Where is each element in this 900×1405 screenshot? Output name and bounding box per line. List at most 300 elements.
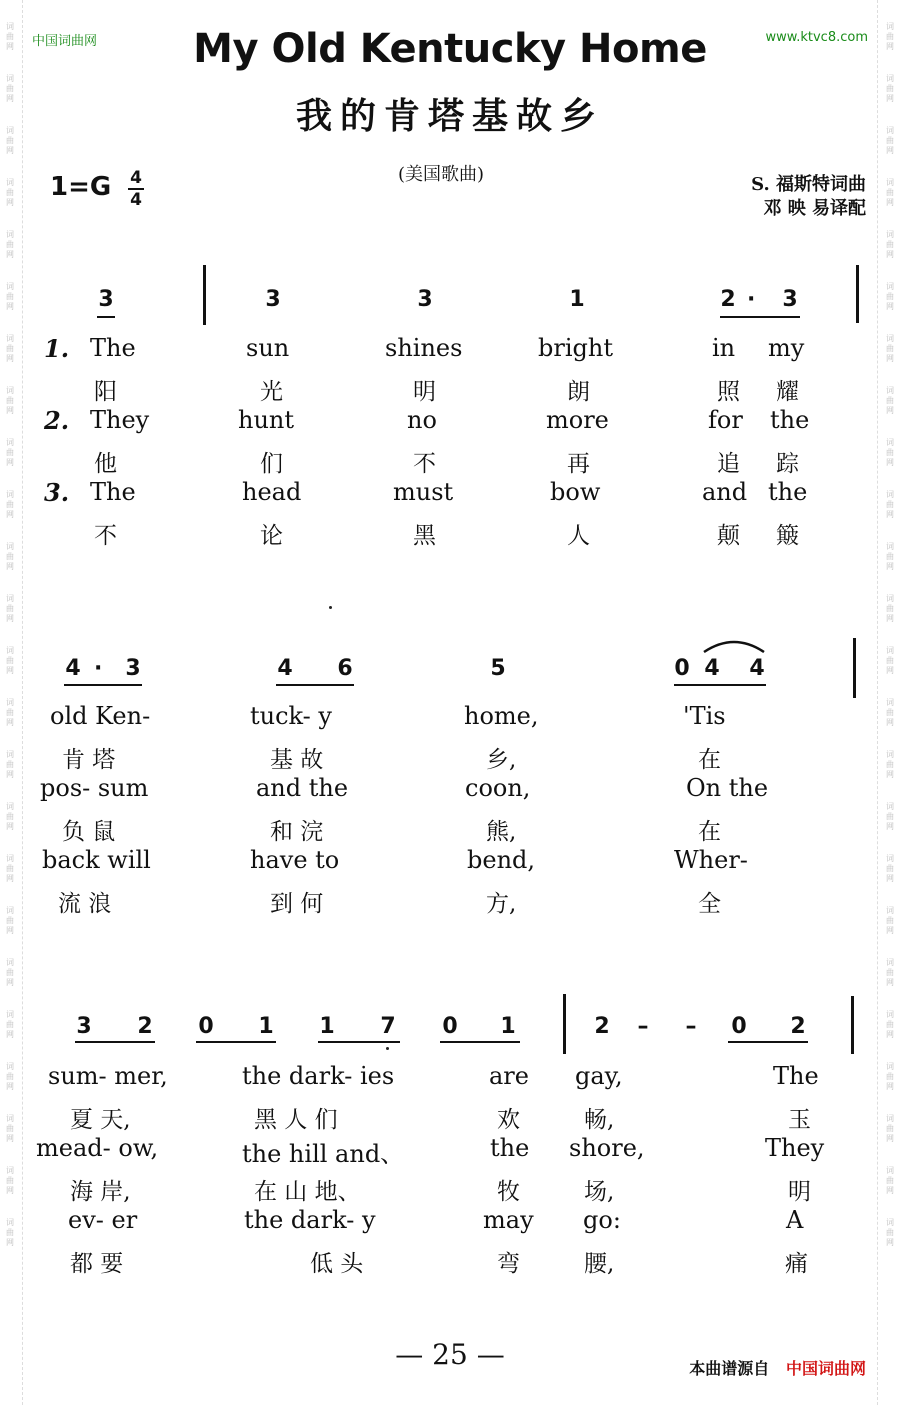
lyric-chinese: 畅, (584, 1107, 615, 1133)
watermark-char: 网 (886, 94, 894, 103)
lyric-chinese: 都 要 (70, 1251, 124, 1277)
source-prefix: 本曲谱源自 (689, 1359, 770, 1378)
page-number: — 25 — (395, 1338, 505, 1371)
note: 0 (442, 1014, 458, 1039)
watermark-char: 曲 (6, 292, 14, 301)
watermark-group (886, 386, 894, 416)
lyric-chinese: 在 (698, 747, 721, 773)
watermark-char: 曲 (6, 1228, 14, 1237)
watermark-char: 网 (886, 822, 894, 831)
right-divider (877, 0, 878, 1405)
watermark-char: 曲 (886, 136, 894, 145)
lyric-word: in (712, 334, 736, 362)
watermark-char: 词 (6, 178, 14, 187)
lyric-word: bow (550, 478, 601, 506)
note: 4 (277, 656, 293, 681)
watermark-char: 曲 (886, 396, 894, 405)
lyric-word: more (546, 406, 609, 434)
watermark-group (6, 854, 14, 884)
watermark-group (6, 594, 14, 624)
barline (853, 638, 856, 698)
watermark-char: 曲 (6, 240, 14, 249)
lyric-chinese: 光 (260, 379, 283, 405)
watermark-char: 词 (886, 230, 894, 239)
watermark-char: 网 (6, 510, 14, 519)
watermark-char: 网 (886, 1134, 894, 1143)
watermark-char: 网 (886, 874, 894, 883)
watermark-char: 网 (6, 666, 14, 675)
watermark-char: 网 (886, 770, 894, 779)
lyric-word: old Ken- (50, 702, 151, 730)
watermark-group (886, 282, 894, 312)
lyric-chinese: 肯 塔 (62, 747, 116, 773)
note: 1 (319, 1014, 335, 1039)
watermark-char: 曲 (886, 500, 894, 509)
watermark-char: 网 (886, 1030, 894, 1039)
watermark-char: 网 (6, 458, 14, 467)
watermark-group (6, 1062, 14, 1092)
watermark-char: 词 (6, 594, 14, 603)
watermark-group (886, 594, 894, 624)
watermark-group (6, 646, 14, 676)
watermark-char: 网 (886, 354, 894, 363)
watermark-char: 词 (886, 906, 894, 915)
watermark-char: 词 (886, 334, 894, 343)
lyric-chinese: 朗 (567, 379, 590, 405)
lyric-word: hunt (238, 406, 295, 434)
lyric-word: go: (583, 1206, 621, 1234)
lyric-chinese: 照 (717, 379, 740, 405)
lyric-word: and the (256, 774, 349, 802)
watermark-char: 曲 (6, 812, 14, 821)
watermark-group (886, 490, 894, 520)
watermark-char: 词 (886, 1166, 894, 1175)
watermark-char: 词 (6, 22, 14, 31)
lyric-chinese: 追 (717, 451, 740, 477)
lyric-word: the (770, 406, 810, 434)
lyric-chinese: 场, (584, 1179, 615, 1205)
watermark-group (886, 646, 894, 676)
watermark-char: 网 (886, 718, 894, 727)
watermark-char: 词 (6, 1114, 14, 1123)
underline (674, 684, 766, 686)
watermark-char: 曲 (886, 84, 894, 93)
underline (64, 684, 142, 686)
note: 3 (98, 287, 114, 312)
lyric-chinese: 们 (260, 451, 283, 477)
meter-top: 4 (130, 168, 142, 188)
lyric-chinese: 和 浣 (270, 819, 324, 845)
verse-number: 1. (44, 334, 70, 363)
lyric-word: for (708, 406, 743, 434)
watermark-char: 网 (6, 770, 14, 779)
watermark-char: 曲 (886, 812, 894, 821)
watermark-char: 词 (886, 1114, 894, 1123)
note: 4 (704, 656, 720, 681)
note: 3 (265, 287, 281, 312)
watermark-char: 词 (886, 854, 894, 863)
watermark-char: 网 (6, 874, 14, 883)
lyric-word: have to (250, 846, 340, 874)
watermark-char: 网 (6, 42, 14, 51)
lyric-chinese: 簸 (776, 523, 799, 549)
lyric-chinese: 腰, (584, 1251, 615, 1277)
watermark-group (886, 1166, 894, 1196)
watermark-char: 词 (6, 646, 14, 655)
lower-octave-dot (386, 1047, 389, 1050)
composer-credit: S. 福斯特词曲 (751, 174, 866, 195)
lyric-chinese: 夏 天, (70, 1107, 131, 1133)
underline (720, 316, 800, 318)
watermark-char: 词 (6, 282, 14, 291)
watermark-char: 词 (6, 542, 14, 551)
watermark-char: 曲 (6, 864, 14, 873)
note: 3 (417, 287, 433, 312)
watermark-char: 网 (6, 822, 14, 831)
watermark-char: 曲 (6, 1176, 14, 1185)
watermark-group (886, 698, 894, 728)
watermark-char: 曲 (886, 188, 894, 197)
watermark-char: 网 (886, 978, 894, 987)
watermark-char: 曲 (886, 32, 894, 41)
lyric-chinese: 欢 (497, 1107, 520, 1133)
lyric-word: sum- mer, (48, 1062, 168, 1090)
lyric-chinese: 负 鼠 (62, 819, 116, 845)
watermark-char: 曲 (886, 1228, 894, 1237)
lyric-chinese: 不 (94, 523, 117, 549)
watermark-char: 词 (886, 22, 894, 31)
watermark-char: 词 (886, 1062, 894, 1071)
watermark-char: 曲 (6, 500, 14, 509)
watermark-char: 曲 (6, 1072, 14, 1081)
watermark-char: 词 (6, 438, 14, 447)
lyric-word: tuck- y (250, 702, 332, 730)
watermark-char: 网 (886, 302, 894, 311)
lyric-chinese: 明 (788, 1179, 811, 1205)
note: 1 (258, 1014, 274, 1039)
watermark-char: 词 (886, 802, 894, 811)
watermark-char: 网 (6, 406, 14, 415)
underline (196, 1041, 276, 1043)
watermark-char: 网 (886, 42, 894, 51)
watermark-char: 网 (6, 146, 14, 155)
song-subtitle: 我的肯塔基故乡 (295, 95, 604, 137)
lyric-word: coon, (465, 774, 531, 802)
watermark-char: 词 (886, 542, 894, 551)
lyric-chinese: 耀 (776, 379, 799, 405)
lyric-word: sun (246, 334, 290, 362)
watermark-char: 网 (886, 926, 894, 935)
lyric-word: gay, (575, 1062, 623, 1090)
watermark-char: 词 (886, 438, 894, 447)
barline (856, 265, 859, 323)
lyric-chinese: 不 (413, 451, 436, 477)
watermark-char: 词 (6, 386, 14, 395)
lyric-chinese: 牧 (497, 1179, 520, 1205)
lyric-word: may (483, 1206, 534, 1234)
watermark-char: 网 (6, 1186, 14, 1195)
lyric-word: ev- er (68, 1206, 138, 1234)
barline (203, 265, 206, 325)
watermark-char: 曲 (6, 916, 14, 925)
watermark-char: 网 (886, 666, 894, 675)
lyric-word: pos- sum (40, 774, 149, 802)
lyric-word: the (768, 478, 808, 506)
underline (75, 1041, 155, 1043)
watermark-char: 词 (886, 958, 894, 967)
watermark-group (6, 282, 14, 312)
note: 2 (137, 1014, 153, 1039)
watermark-char: 词 (886, 282, 894, 291)
watermark-char: 曲 (6, 604, 14, 613)
watermark-char: 网 (6, 94, 14, 103)
watermark-char: 网 (6, 1134, 14, 1143)
lyric-chinese: 流 浪 (58, 891, 112, 917)
watermark-char: 曲 (6, 708, 14, 717)
watermark-char: 曲 (6, 760, 14, 769)
lyric-word: are (489, 1062, 529, 1090)
underline (440, 1041, 520, 1043)
watermark-char: 词 (6, 490, 14, 499)
watermark-group (6, 906, 14, 936)
watermark-char: 曲 (6, 32, 14, 41)
lyric-word: my (768, 334, 805, 362)
watermark-char: 词 (6, 126, 14, 135)
watermark-char: 词 (886, 698, 894, 707)
watermark-char: 曲 (886, 552, 894, 561)
watermark-char: 曲 (6, 1020, 14, 1029)
source-credit (689, 1356, 866, 1379)
watermark-char: 曲 (886, 292, 894, 301)
note: 5 (490, 656, 506, 681)
watermark-char: 词 (6, 802, 14, 811)
watermark-char: 网 (886, 510, 894, 519)
lyric-word: 'Tis (683, 702, 726, 730)
watermark-char: 网 (6, 926, 14, 935)
underline (318, 1041, 400, 1043)
barline (563, 994, 566, 1054)
watermark-group (886, 958, 894, 988)
site-watermark-right: www.ktvc8.com (765, 30, 868, 45)
watermark-group (6, 490, 14, 520)
note: 4 (65, 656, 81, 681)
watermark-char: 词 (6, 74, 14, 83)
lyric-word: the hill and、 (242, 1140, 405, 1168)
watermark-group (6, 698, 14, 728)
watermark-char: 词 (6, 334, 14, 343)
watermark-char: 曲 (886, 916, 894, 925)
watermark-char: 网 (886, 250, 894, 259)
watermark-group (6, 958, 14, 988)
watermark-group (6, 1218, 14, 1248)
watermark-group (886, 854, 894, 884)
watermark-char: 词 (886, 126, 894, 135)
watermark-char: 网 (6, 1030, 14, 1039)
watermark-group (886, 1114, 894, 1144)
watermark-char: 网 (6, 614, 14, 623)
watermark-char: 曲 (6, 344, 14, 353)
watermark-group (6, 802, 14, 832)
lyric-chinese: 黑 (413, 523, 436, 549)
lyric-word: the dark- y (244, 1206, 376, 1234)
watermark-char: 网 (886, 458, 894, 467)
lyric-chinese: 玉 (788, 1107, 811, 1133)
lyric-chinese: 明 (413, 379, 436, 405)
left-divider (22, 0, 23, 1405)
watermark-char: 网 (6, 978, 14, 987)
lyric-word: Wher- (674, 846, 748, 874)
watermark-char: 网 (6, 1082, 14, 1091)
watermark-group (6, 1114, 14, 1144)
lyric-word: bend, (467, 846, 536, 874)
watermark-char: 曲 (6, 84, 14, 93)
lyric-chinese: 低 头 (310, 1251, 364, 1277)
note: 3 (76, 1014, 92, 1039)
watermark-char: 曲 (886, 1020, 894, 1029)
watermark-char: 词 (6, 906, 14, 915)
lyric-chinese: 阳 (94, 379, 117, 405)
lyric-word: back will (42, 846, 151, 874)
watermark-char: 词 (6, 750, 14, 759)
lyric-chinese: 基 故 (270, 747, 324, 773)
watermark-group (6, 438, 14, 468)
watermark-char: 词 (6, 1218, 14, 1227)
dash: – (685, 1014, 697, 1039)
lyric-word: mead- ow, (36, 1134, 159, 1162)
watermark-char: 网 (886, 1238, 894, 1247)
watermark-char: 词 (6, 854, 14, 863)
watermark-char: 曲 (6, 968, 14, 977)
lyric-word: They (90, 406, 150, 434)
lyric-word: and (702, 478, 748, 506)
watermark-char: 曲 (886, 864, 894, 873)
watermark-group (6, 230, 14, 260)
watermark-char: 词 (6, 958, 14, 967)
lyric-word: bright (538, 334, 613, 362)
watermark-group (886, 1062, 894, 1092)
watermark-group (886, 1218, 894, 1248)
watermark-char: 网 (6, 250, 14, 259)
watermark-group (6, 334, 14, 364)
watermark-char: 网 (6, 1238, 14, 1247)
lyric-word: shines (385, 334, 463, 362)
watermark-group (886, 750, 894, 780)
tie-arc (700, 636, 768, 656)
lyric-word: shore, (569, 1134, 645, 1162)
barline (851, 996, 854, 1054)
watermark-group (6, 1166, 14, 1196)
watermark-char: 曲 (886, 604, 894, 613)
watermark-group (6, 542, 14, 572)
watermark-char: 词 (886, 1010, 894, 1019)
watermark-char: 曲 (886, 1176, 894, 1185)
watermark-char: 词 (886, 386, 894, 395)
watermark-char: 网 (886, 1186, 894, 1195)
watermark-group (886, 334, 894, 364)
lyric-chinese: 踪 (776, 451, 799, 477)
watermark-group (886, 438, 894, 468)
watermark-group (886, 178, 894, 208)
lyric-word: head (242, 478, 302, 506)
note: 4 (749, 656, 765, 681)
watermark-group (886, 230, 894, 260)
watermark-char: 词 (6, 1062, 14, 1071)
underline (276, 684, 354, 686)
source-site: 中国词曲网 (785, 1359, 866, 1378)
watermark-char: 曲 (6, 448, 14, 457)
verse-number: 3. (44, 478, 70, 507)
lyric-chinese: 在 山 地、 (254, 1179, 361, 1205)
watermark-group (6, 1010, 14, 1040)
watermark-char: 网 (6, 198, 14, 207)
watermark-char: 词 (886, 490, 894, 499)
lyric-word: A (786, 1206, 804, 1234)
watermark-group (6, 750, 14, 780)
watermark-char: 曲 (6, 656, 14, 665)
lyric-word: On the (686, 774, 769, 802)
watermark-group (886, 802, 894, 832)
watermark-char: 网 (6, 562, 14, 571)
watermark-char: 曲 (886, 1072, 894, 1081)
lyric-chinese: 在 (698, 819, 721, 845)
lyric-word: The (90, 478, 136, 506)
lyric-chinese: 弯 (497, 1251, 520, 1277)
watermark-char: 曲 (886, 240, 894, 249)
song-title: My Old Kentucky Home (193, 26, 707, 72)
watermark-char: 曲 (886, 1124, 894, 1133)
watermark-group (6, 178, 14, 208)
note: 6 (337, 656, 353, 681)
key-signature: 1=G (50, 172, 112, 202)
lyric-chinese: 海 岸, (70, 1179, 131, 1205)
watermark-char: 词 (6, 1010, 14, 1019)
watermark-group (886, 1010, 894, 1040)
watermark-char: 曲 (886, 760, 894, 769)
left-watermark-column (0, 0, 20, 1405)
note: 2 (790, 1014, 806, 1039)
underline (728, 1041, 808, 1043)
lyric-word: the (490, 1134, 530, 1162)
lyric-chinese: 他 (94, 451, 117, 477)
watermark-char: 网 (886, 406, 894, 415)
watermark-char: 网 (886, 562, 894, 571)
note: 3 (782, 287, 798, 312)
watermark-char: 曲 (886, 708, 894, 717)
watermark-char: 词 (6, 230, 14, 239)
watermark-char: 曲 (6, 552, 14, 561)
lyric-chinese: 熊, (486, 819, 517, 845)
lyric-word: The (773, 1062, 819, 1090)
watermark-char: 网 (886, 198, 894, 207)
lyric-word: the dark- ies (242, 1062, 395, 1090)
dash: – (637, 1014, 649, 1039)
watermark-char: 曲 (6, 1124, 14, 1133)
underline (97, 316, 115, 318)
watermark-char: 词 (886, 750, 894, 759)
note: 2 (720, 287, 736, 312)
lyric-chinese: 人 (567, 523, 590, 549)
watermark-char: 网 (886, 1082, 894, 1091)
watermark-char: 曲 (886, 344, 894, 353)
watermark-char: 网 (6, 354, 14, 363)
site-watermark-left: 中国词曲网 (32, 34, 98, 49)
watermark-char: 曲 (6, 136, 14, 145)
note: 1 (569, 287, 585, 312)
note: 0 (674, 656, 690, 681)
watermark-char: 网 (6, 302, 14, 311)
note: 0 (731, 1014, 747, 1039)
watermark-char: 曲 (886, 448, 894, 457)
